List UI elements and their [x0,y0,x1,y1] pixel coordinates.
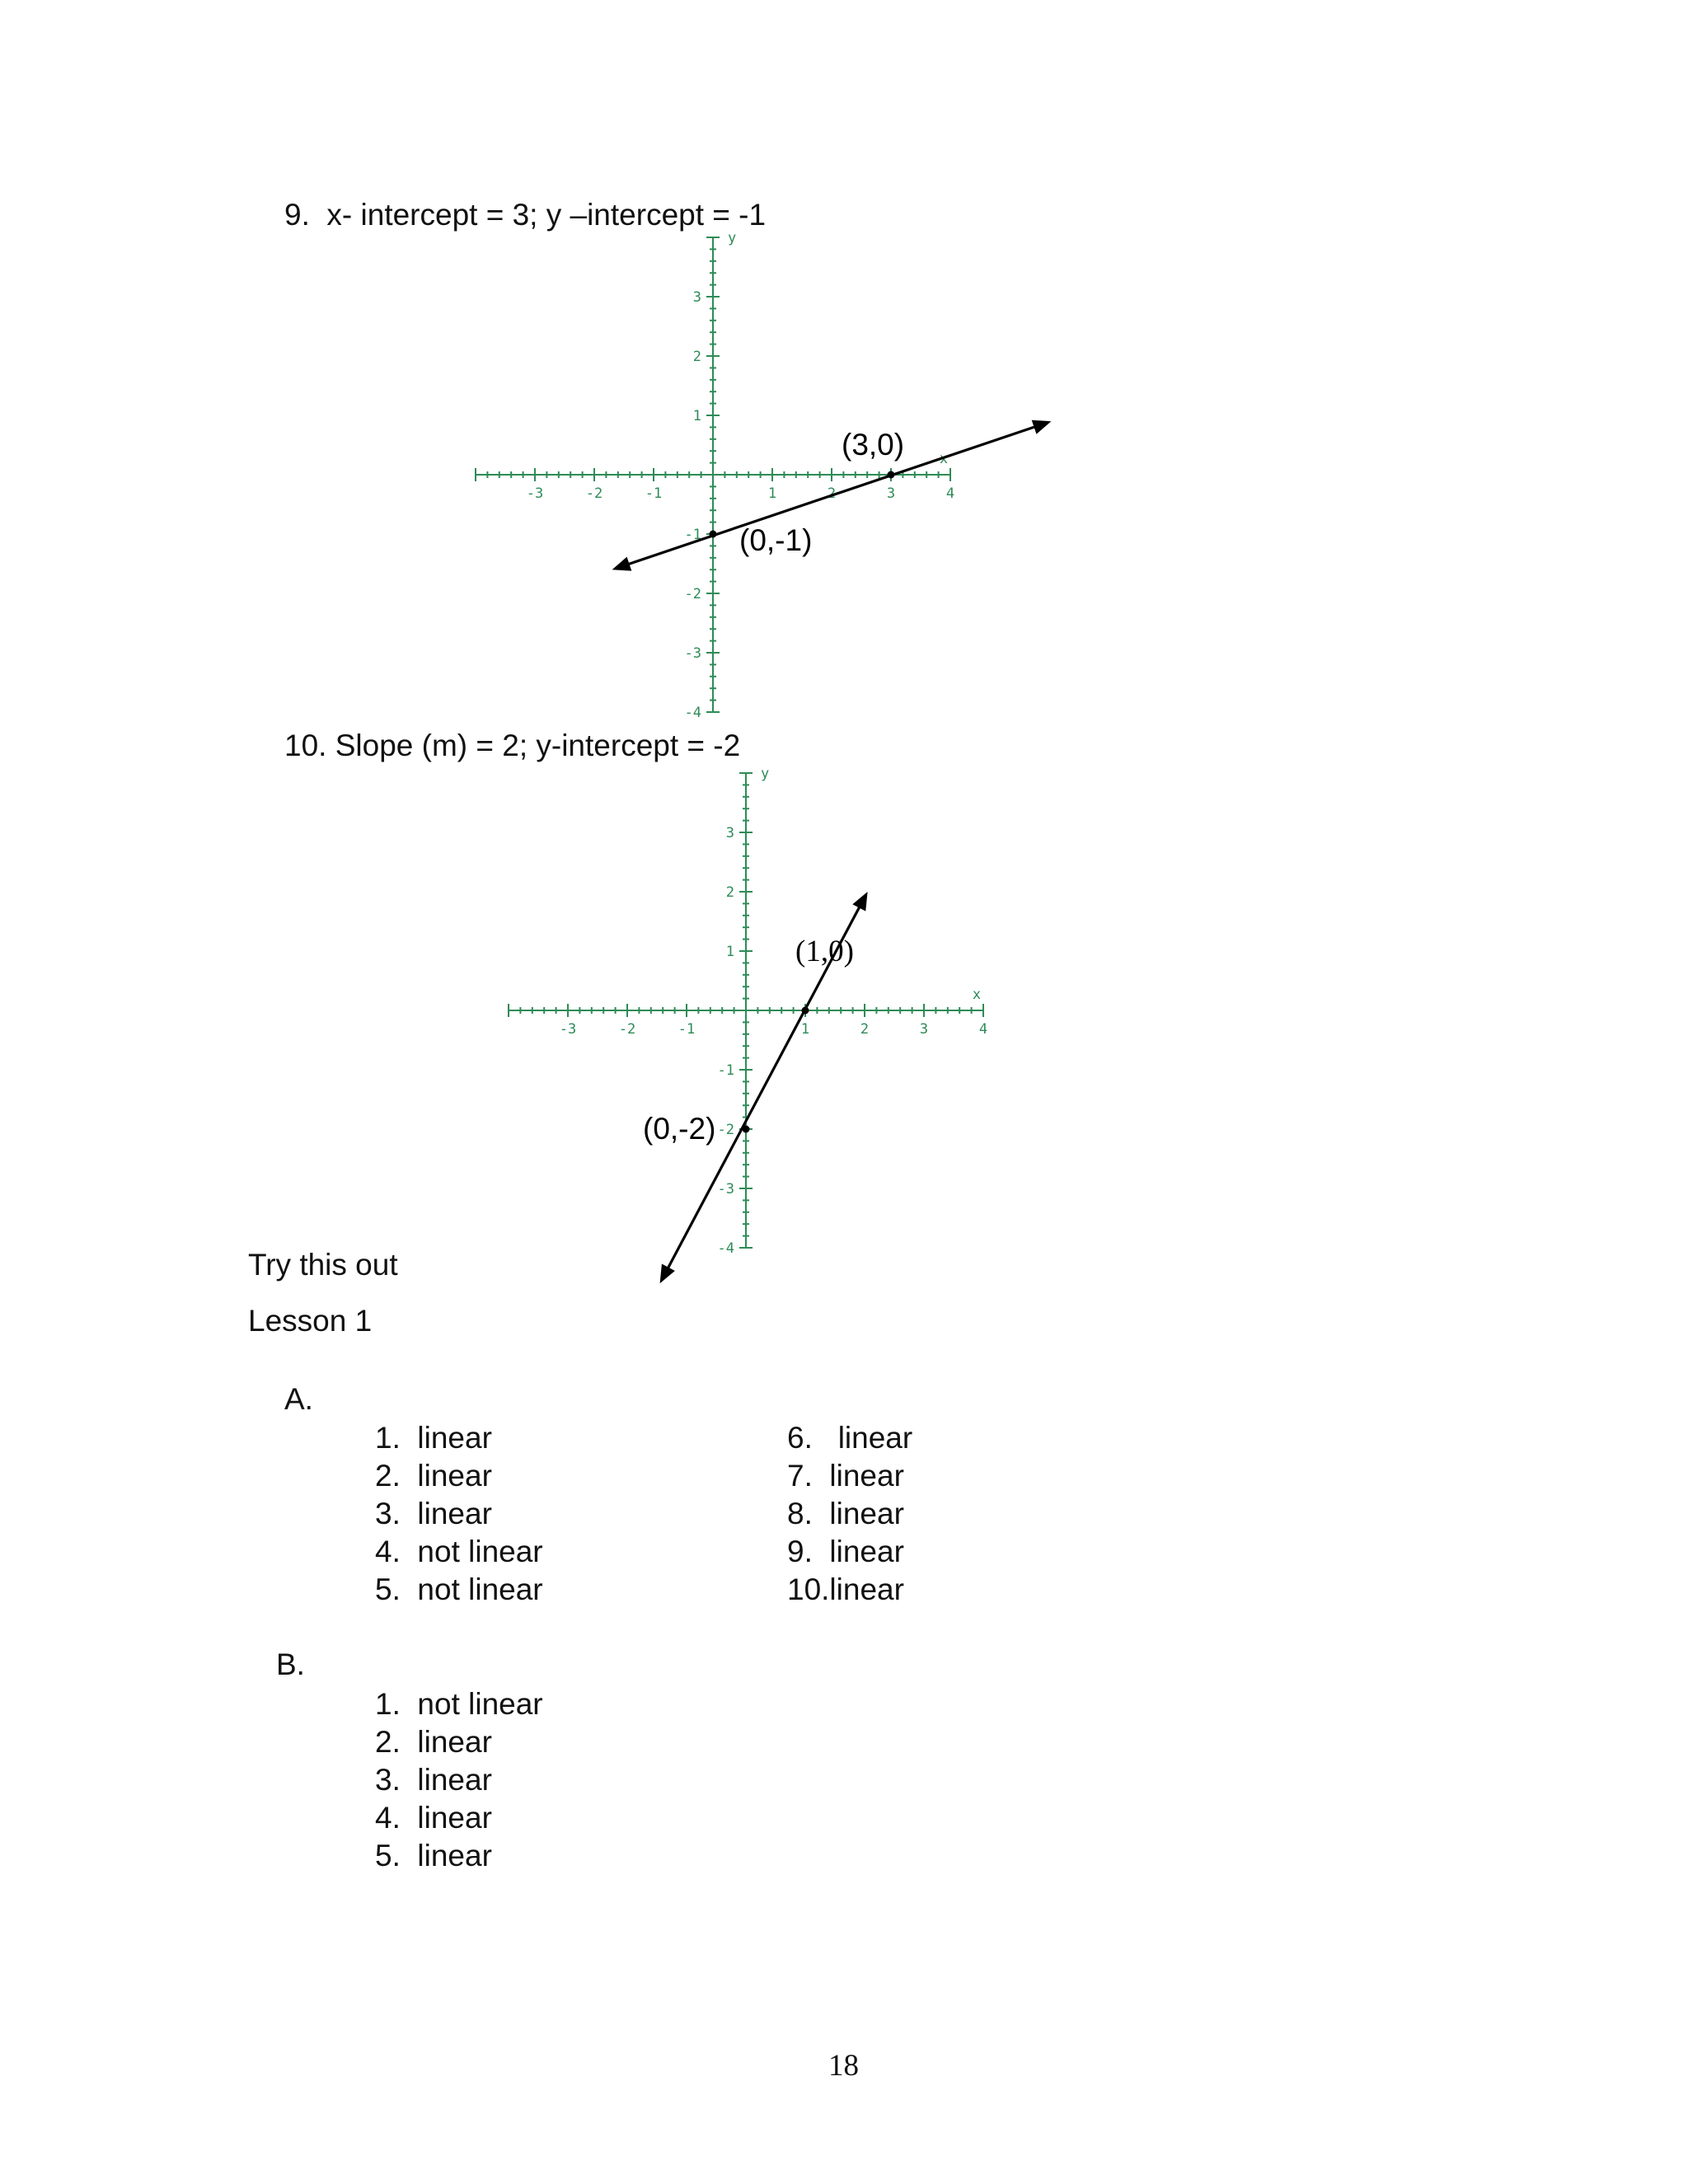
x-tick-label: 4 [978,1021,988,1038]
x-tick-label: 3 [919,1021,929,1038]
point-label: (0,-1) [739,523,813,557]
y-tick-label: 2 [692,349,701,365]
plot-point [888,471,895,479]
x-tick-label: 1 [767,485,777,502]
page-number: 18 [828,2049,859,2083]
y-tick-label: -2 [684,586,701,602]
y-tick-label: 3 [725,825,734,841]
y-axis-label: y [728,230,737,246]
x-tick-label: 4 [945,485,955,502]
point-label: (0,-2) [643,1112,716,1146]
x-axis-label: x [939,451,949,467]
graph-problem-9 [462,230,1055,721]
x-tick-label: -3 [559,1021,577,1038]
list-item: 3. linear [375,1497,492,1530]
list-item: 6. linear [787,1421,913,1455]
x-tick-label: 3 [886,485,896,502]
arrowhead [612,557,632,571]
y-tick-label: 1 [692,408,701,424]
y-axis-label: y [761,766,770,782]
x-tick-label: -1 [645,485,663,502]
arrowhead [1032,420,1052,434]
y-tick-label: -2 [717,1122,734,1138]
list-item: 8. linear [787,1497,904,1530]
x-tick-label: 1 [800,1021,810,1038]
x-tick-label: -2 [585,485,603,502]
graph-line [624,425,1039,565]
list-item: 5. not linear [375,1572,543,1606]
y-tick-label: -1 [717,1062,734,1079]
list-item: 1. linear [375,1421,492,1455]
x-tick-label: 2 [827,485,837,502]
list-item: 2. linear [375,1459,492,1493]
section-a-label: A. [284,1382,313,1416]
point-label: (1,0) [795,935,854,968]
plot-point [743,1126,750,1133]
section-b-label: B. [276,1647,305,1681]
try-this-out-heading: Try this out [248,1248,398,1282]
x-axis-label: x [972,987,982,1003]
plot-point [802,1007,809,1015]
y-tick-label: 3 [692,289,701,306]
list-item: 4. linear [375,1801,492,1835]
list-item: 2. linear [375,1725,492,1759]
y-tick-label: -4 [684,705,701,721]
point-label: (3,0) [842,428,905,462]
x-tick-label: -1 [678,1021,696,1038]
list-item: 3. linear [375,1763,492,1797]
list-item: 4. not linear [375,1535,543,1568]
y-tick-label: 2 [725,884,734,901]
x-tick-label: 2 [860,1021,870,1038]
list-item: 7. linear [787,1459,904,1493]
x-tick-label: -3 [526,485,544,502]
plot-point [710,531,717,538]
problem-9-title: 9. x- intercept = 3; y –intercept = -1 [284,198,767,232]
y-tick-label: -1 [684,527,701,543]
y-tick-label: -3 [684,645,701,662]
x-tick-label: -2 [618,1021,636,1038]
list-item: 10.linear [787,1572,904,1606]
lesson-heading: Lesson 1 [248,1304,373,1338]
y-tick-label: -4 [717,1240,734,1257]
y-tick-label: -3 [717,1181,734,1197]
list-item: 5. linear [375,1839,492,1872]
graph-problem-10 [495,766,1022,1257]
y-tick-label: 1 [725,944,734,960]
list-item: 9. linear [787,1535,904,1568]
list-item: 1. not linear [375,1687,543,1721]
problem-10-title: 10. Slope (m) = 2; y-intercept = -2 [284,729,741,762]
